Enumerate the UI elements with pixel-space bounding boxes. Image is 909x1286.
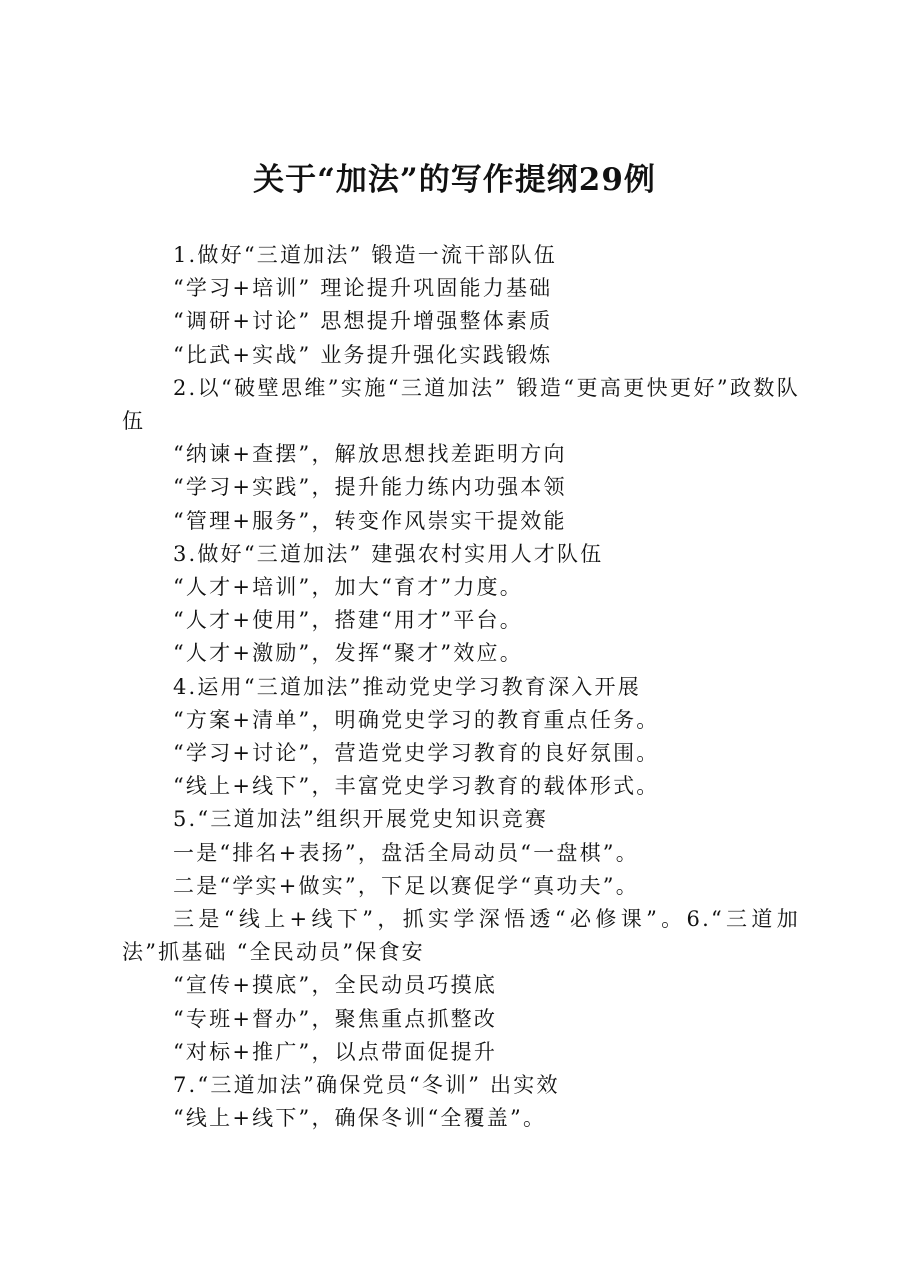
outline-item: 一是“排名+表扬”，盘活全局动员“一盘棋”。 bbox=[173, 840, 639, 865]
outline-item: “学习+讨论”，营造党史学习教育的良好氛围。 bbox=[173, 741, 660, 766]
outline-item: “专班+督办”，聚焦重点抓整改 bbox=[173, 1006, 498, 1031]
outline-item: “对标+推广”，以点带面促提升 bbox=[173, 1039, 498, 1064]
outline-item: “人才+使用”，搭建“用才”平台。 bbox=[173, 608, 523, 633]
outline-item: “学习+培训” 理论提升巩固能力基础 bbox=[173, 276, 553, 301]
section-heading: 4.运用“三道加法”推动党史学习教育深入开展 bbox=[173, 674, 641, 699]
outline-item: “宣传+摸底”，全民动员巧摸底 bbox=[173, 973, 498, 998]
document-title: 关于“加法”的写作提纲29例 bbox=[253, 162, 656, 198]
section-heading: 2.以“破壁思维”实施“三道加法” 锻造“更高更快更好”政数队伍 bbox=[122, 375, 800, 434]
outline-item: “线上+线下”，确保冬训“全覆盖”。 bbox=[173, 1106, 547, 1131]
outline-item: “比武+实战” 业务提升强化实践锻炼 bbox=[173, 342, 553, 367]
outline-item: “线上+线下”，丰富党史学习教育的载体形式。 bbox=[173, 774, 660, 799]
outline-item: “调研+讨论” 思想提升增强整体素质 bbox=[173, 309, 553, 334]
section-heading: 5.“三道加法”组织开展党史知识竞赛 bbox=[173, 807, 549, 832]
outline-item: “管理+服务”，转变作风崇实干提效能 bbox=[173, 508, 567, 533]
section-heading: 1.做好“三道加法” 锻造一流干部队伍 bbox=[173, 243, 557, 267]
outline-item: 三是“线上+线下”，抓实学深悟透“必修课”。6.“三道加法”抓基础 “全民动员”保食安 bbox=[122, 907, 800, 965]
document-body bbox=[122, 239, 800, 1135]
outline-item: “人才+激励”，发挥“聚才”效应。 bbox=[173, 641, 523, 666]
section-heading: 3.做好“三道加法” 建强农村实用人才队伍 bbox=[173, 541, 604, 566]
outline-item: “方案+清单”，明确党史学习的教育重点任务。 bbox=[173, 707, 660, 732]
outline-item: “人才+培训”，加大“育才”力度。 bbox=[173, 575, 523, 600]
outline-item: “纳谏+查摆”，解放思想找差距明方向 bbox=[173, 442, 567, 467]
outline-item: 二是“学实+做实”，下足以赛促学“真功夫”。 bbox=[173, 873, 639, 898]
outline-item: “学习+实践”，提升能力练内功强本领 bbox=[173, 475, 567, 500]
section-heading: 7.“三道加法”确保党员“冬训” 出实效 bbox=[173, 1073, 560, 1098]
